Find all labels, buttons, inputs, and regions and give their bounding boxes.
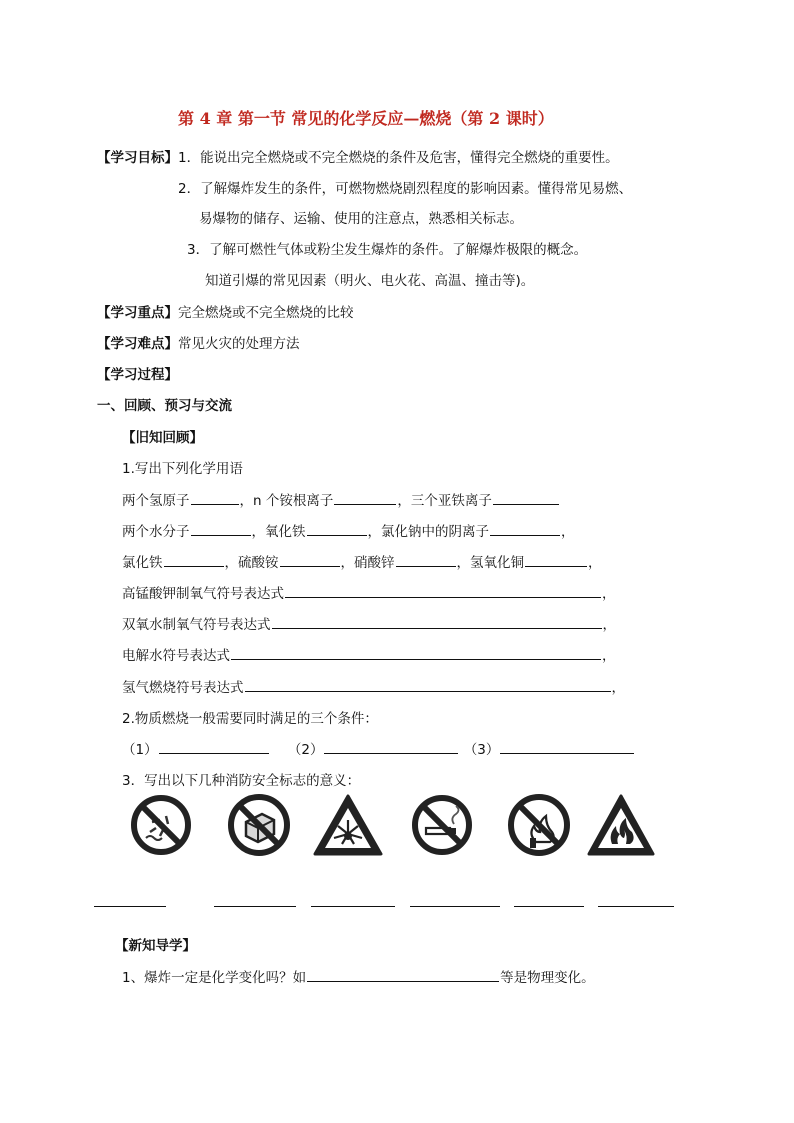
answer-blank[interactable] bbox=[272, 614, 602, 629]
review-q2: 2.物质燃烧一般需要同时满足的三个条件： bbox=[122, 711, 378, 727]
no-fireworks-icon bbox=[130, 792, 192, 858]
objectives-label: 【学习目标】 bbox=[97, 150, 178, 166]
term-hydrogen-atoms: 两个氢原子 bbox=[122, 493, 190, 509]
key-point-label: 【学习重点】 bbox=[97, 305, 178, 321]
punctuation: ， bbox=[561, 524, 575, 540]
term-ferrous-ions: ，三个亚铁离子 bbox=[397, 493, 492, 509]
sign-5-answer-line[interactable] bbox=[514, 906, 584, 907]
review-row-6 bbox=[122, 644, 616, 664]
objective-2a: 2．了解爆炸发生的条件，可燃物燃烧剧烈程度的影响因素。懂得常见易燃、 bbox=[178, 181, 633, 197]
new-learning-label: 【新知导学】 bbox=[115, 938, 196, 954]
answer-blank[interactable] bbox=[245, 677, 611, 692]
no-smoking-icon bbox=[410, 792, 474, 858]
term-water-molecules: 两个水分子 bbox=[122, 524, 190, 540]
term-electrolysis-water: 电解水符号表达式 bbox=[122, 648, 230, 664]
answer-blank[interactable] bbox=[285, 583, 601, 598]
condition-2-blank[interactable] bbox=[324, 739, 458, 754]
process-label: 【学习过程】 bbox=[97, 367, 178, 383]
difficulty-line bbox=[97, 332, 300, 352]
objective-3b: 知道引爆的常见因素（明火、电火花、高温、撞击等)。 bbox=[205, 273, 535, 289]
review-q2-answers bbox=[122, 738, 635, 758]
sign-2-answer-line[interactable] bbox=[214, 906, 296, 907]
term-iron-oxide: ，氧化铁 bbox=[251, 524, 306, 540]
punctuation: ， bbox=[588, 555, 602, 571]
answer-blank[interactable] bbox=[191, 521, 251, 536]
term-ammonium-sulfate: ，硫酸铵 bbox=[224, 555, 279, 571]
flammable-warning-icon bbox=[586, 792, 656, 858]
key-point-line bbox=[97, 301, 354, 321]
no-open-flame-icon bbox=[506, 792, 572, 858]
condition-3-label: （3） bbox=[463, 742, 500, 758]
page-title: 第 4 章 第一节 常见的化学反应—燃烧（第 2 课时） bbox=[178, 109, 554, 128]
answer-blank[interactable] bbox=[493, 490, 559, 505]
term-zinc-nitrate: ，硝酸锌 bbox=[340, 555, 395, 571]
answer-blank[interactable] bbox=[307, 521, 367, 536]
term-copper-hydroxide: ，氢氧化铜 bbox=[456, 555, 524, 571]
term-kmno4-oxygen: 高锰酸钾制氧气符号表达式 bbox=[122, 586, 284, 602]
key-point-text: 完全燃烧或不完全燃烧的比较 bbox=[178, 305, 354, 321]
punctuation: ， bbox=[602, 586, 616, 602]
objectives-line-1 bbox=[97, 146, 619, 166]
review-row-1 bbox=[122, 489, 560, 509]
new-learning-q1 bbox=[122, 966, 595, 986]
answer-blank[interactable] bbox=[307, 967, 499, 982]
difficulty-text: 常见火灾的处理方法 bbox=[178, 336, 300, 352]
punctuation: ， bbox=[611, 680, 625, 696]
answer-blank[interactable] bbox=[280, 552, 340, 567]
explosive-warning-icon bbox=[312, 792, 384, 858]
answer-blank[interactable] bbox=[334, 490, 396, 505]
answer-blank[interactable] bbox=[525, 552, 587, 567]
sign-1-answer-line[interactable] bbox=[94, 906, 166, 907]
sign-4-answer-line[interactable] bbox=[410, 906, 500, 907]
term-ammonium-ions: ，n 个铵根离子 bbox=[239, 493, 334, 509]
new-learning-q1-prompt: 1、爆炸一定是化学变化吗？如 bbox=[122, 970, 307, 986]
objective-2b: 易爆物的储存、运输、使用的注意点，熟悉相关标志。 bbox=[199, 211, 523, 227]
answer-blank[interactable] bbox=[231, 645, 601, 660]
review-row-3 bbox=[122, 551, 602, 571]
review-label: 【旧知回顾】 bbox=[122, 430, 203, 446]
punctuation: ， bbox=[602, 617, 616, 633]
review-q3: 3．写出以下几种消防安全标志的意义： bbox=[122, 773, 361, 789]
review-row-4 bbox=[122, 582, 616, 602]
condition-2-label: （2） bbox=[287, 742, 324, 758]
sign-6-answer-line[interactable] bbox=[598, 906, 674, 907]
condition-1-label: （1） bbox=[122, 742, 158, 758]
new-learning-q1-suffix: 等是物理变化。 bbox=[500, 970, 595, 986]
review-q1: 1.写出下列化学用语 bbox=[122, 461, 243, 477]
sign-3-answer-line[interactable] bbox=[311, 906, 395, 907]
term-hydrogen-combustion: 氢气燃烧符号表达式 bbox=[122, 680, 244, 696]
answer-blank[interactable] bbox=[191, 490, 239, 505]
objective-1: 1．能说出完全燃烧或不完全燃烧的条件及危害，懂得完全燃烧的重要性。 bbox=[178, 150, 619, 166]
review-row-7 bbox=[122, 676, 625, 696]
term-ferric-chloride: 氯化铁 bbox=[122, 555, 163, 571]
section-heading: 一、回顾、预习与交流 bbox=[97, 398, 232, 414]
term-nacl-anion: ，氯化钠中的阴离子 bbox=[367, 524, 489, 540]
punctuation: ， bbox=[602, 648, 616, 664]
answer-blank[interactable] bbox=[396, 552, 456, 567]
answer-blank[interactable] bbox=[490, 521, 560, 536]
objective-3a: 3．了解可燃性气体或粉尘发生爆炸的条件。了解爆炸极限的概念。 bbox=[187, 242, 588, 258]
review-row-2 bbox=[122, 520, 575, 540]
review-row-5 bbox=[122, 613, 616, 633]
condition-1-blank[interactable] bbox=[159, 739, 269, 754]
term-h2o2-oxygen: 双氧水制氧气符号表达式 bbox=[122, 617, 271, 633]
no-flammable-storage-icon bbox=[226, 792, 292, 858]
difficulty-label: 【学习难点】 bbox=[97, 336, 178, 352]
condition-3-blank[interactable] bbox=[500, 739, 634, 754]
answer-blank[interactable] bbox=[164, 552, 224, 567]
